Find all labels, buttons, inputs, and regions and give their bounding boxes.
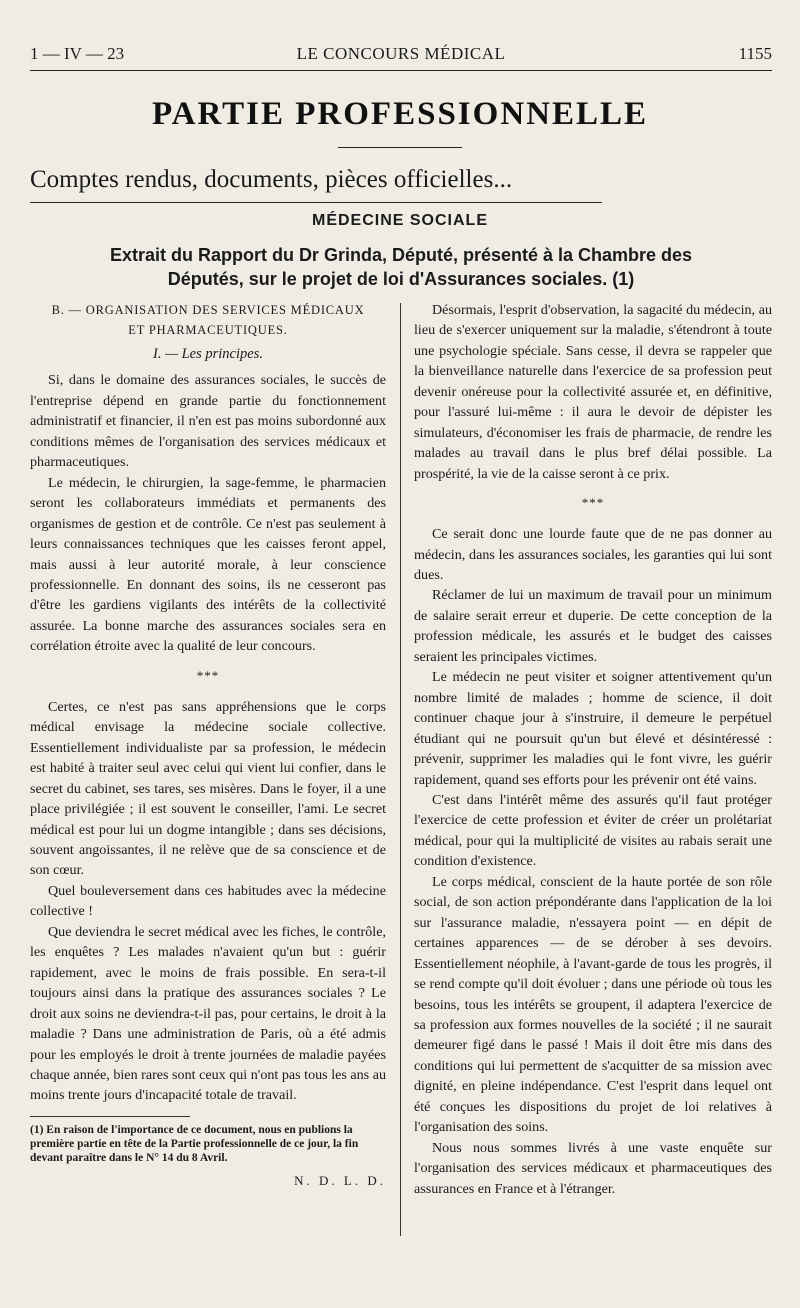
running-header [30, 44, 772, 71]
paragraph: Nous nous sommes livrés à une vaste enquête sur l'organisation des services médicaux et pharmaceutiques des assurances en France et à l'étranger. [414, 1139, 772, 1197]
topic-heading: MÉDECINE SOCIALE [311, 212, 488, 229]
article-title-line-2: Députés, sur le projet de loi d'Assurances sociales. (1) [167, 269, 635, 289]
paragraph: Le corps médical, conscient de la haute portée de son rôle social, de son action prépondérante dans l'application de la loi sur l'assurance maladie, n'essayera point — en dépit de certaines apparences — de se dérober à ses devoirs. Essentiellement néophile, à l'avant-garde de tous les progrès, il se rend compte qu'il doit évoluer ; dans une période où tous les besoins, tous les intérêts se groupent, il adaptera l'exercice de sa profession aux formes nouvelles de la société ; il ne saurait demeurer figé dans le passé ! Mais il doit être mis dans des conditions qui lui permettent de s'acquitter de sa mission avec dignité, en pleine indépendance. C'est l'esprit dans lequel ont été conçues les dispositions du projet de loi relatives à l'organisation des soins. [414, 873, 772, 1136]
article-title [30, 243, 772, 291]
subtitle: Comptes rendus, documents, pièces officielles... [30, 166, 513, 193]
paragraph: Que deviendra le secret médical avec les fiches, le contrôle, les enquêtes ? Les malades n'avaient qu'un but : guérir rapidement, avec le moins de frais possible. En sera-t-il toujours ainsi dans la pratique des assurances sociales ? Le droit aux soins ne deviendra-t-il pas, pour certains, le droit à la maladie ? Dans une administration de Paris, où a été admis pour les employés le droit à trente journées de maladie payées chaque année, bien rares sont ceux qui n'ont pas tous les ans au moins trente jours d'incapacité totale de travail. [30, 923, 386, 1104]
title-rule [338, 147, 462, 148]
paragraph: Quel bouleversement dans ces habitudes avec la médecine collective ! [30, 882, 386, 920]
paragraph: Le médecin ne peut visiter et soigner attentivement qu'un nombre limité de malades ; homme de science, il doit continuer chaque jour à s'instruire, il demeure le perpétuel étudiant qui ne poursuit qu'un but élevé et désintéressé : prévenir, supprimer les maladies qui le font vivre, les guérir rapidement, quand ses efforts pour les prévenir ont été vains. [414, 669, 772, 788]
left-column [30, 300, 386, 1191]
header-date: 1 — IV — 23 [30, 44, 125, 63]
header-page-number: 1155 [738, 44, 772, 63]
footnote: (1) En raison de l'importance de ce document, nous en publions la première partie en tête de la Partie professionnelle de ce jour, la fin devant paraître dans le N° 14 du 8 Avril. [30, 1123, 359, 1164]
footnote-rule [30, 1116, 190, 1117]
principles-heading: I. — Les principes. [153, 346, 263, 362]
paragraph: Si, dans le domaine des assurances sociales, le succès de l'entreprise dépend en grande partie du fonctionnement administratif et financier, il n'en est pas moins subordonné aux conditions mêmes de l'organisation des services médicaux et pharmaceutiques. [30, 372, 386, 471]
paragraph: Désormais, l'esprit d'observation, la sagacité du médecin, au lieu de s'exercer uniquement sur la maladie, s'étendront à toute une psychologie spéciale. Sans cesse, il devra se rappeler que la bienveillance naturelle dans l'exercice de sa profession peut devenir onéreuse pour la collectivité assurée et, en définitive, pour l'assuré lui-même : il aura le devoir de dépister les simulateurs, d'économiser les frais de pharmacie, de rendre les malades au travail dans le plus bref délai possible. La prospérité, la vie de la caisse seront à ce prix. [414, 302, 772, 482]
asterism: *** [196, 667, 220, 683]
paragraph: Ce serait donc une lourde faute que de ne pas donner au médecin, dans les assurances sociales, les garanties qui lui sont dues. [414, 526, 772, 583]
column-divider [400, 303, 401, 1236]
paragraph: Certes, ce n'est pas sans appréhensions que le corps médical envisage la médecine sociale collective. Essentiellement individualiste par sa profession, le médecin est habité à traiter seul avec celui qui vient lui confier, dans le secret du cabinet, ses tares, ses misères. Dans le foyer, il a une place privilégiée ; il est souvent le conseiller, l'ami. Le secret médical est pour lui un dogme intangible ; dans ses décisions, souvent angoissantes, il ne relève que de sa conscience et de son cœur. [30, 698, 386, 879]
paragraph: Le médecin, le chirurgien, la sage-femme, le pharmacien seront les collaborateurs immédiats et permanents des organismes de gestion et de contrôle. Ce n'est pas seulement à leurs connaissances techniques que les caisses feront appel, mais aussi à leur autorité morale, à leur conscience professionnelle. En donnant des soins, ils ne cesseront pas d'être les gardiens vigilants des intérêts de la collectivité assurée. La bonne marche des assurances sociales sera en corrélation étroite avec la qualité de leur concours. [30, 474, 386, 655]
asterism: *** [581, 495, 605, 511]
editor-signature: N. D. L. D. [294, 1172, 386, 1188]
header-journal: LE CONCOURS MÉDICAL [296, 44, 506, 63]
section-title: PARTIE PROFESSIONNELLE [151, 96, 649, 132]
paragraph: C'est dans l'intérêt même des assurés qu'il faut protéger l'exercice de cette profession et éviter de créer un prolétariat médical, pour qui la multiplicité de visites au rabais serait une condition d'existence. [414, 791, 772, 870]
paragraph: Réclamer de lui un maximum de travail pour un minimum de salaire serait erreur et duperie. De cette conception de la profession médicale, les assurés et le budget des caisses seraient les principales victimes. [414, 587, 772, 665]
subsection-heading: B. — ORGANISATION DES SERVICES MÉDICAUX [51, 303, 365, 317]
subtitle-rule [30, 202, 602, 203]
subsection-heading-cont: ET PHARMACEUTIQUES. [128, 323, 288, 337]
article-title-line-1: Extrait du Rapport du Dr Grinda, Député, présenté à la Chambre des [109, 245, 693, 265]
right-column [414, 300, 772, 1199]
